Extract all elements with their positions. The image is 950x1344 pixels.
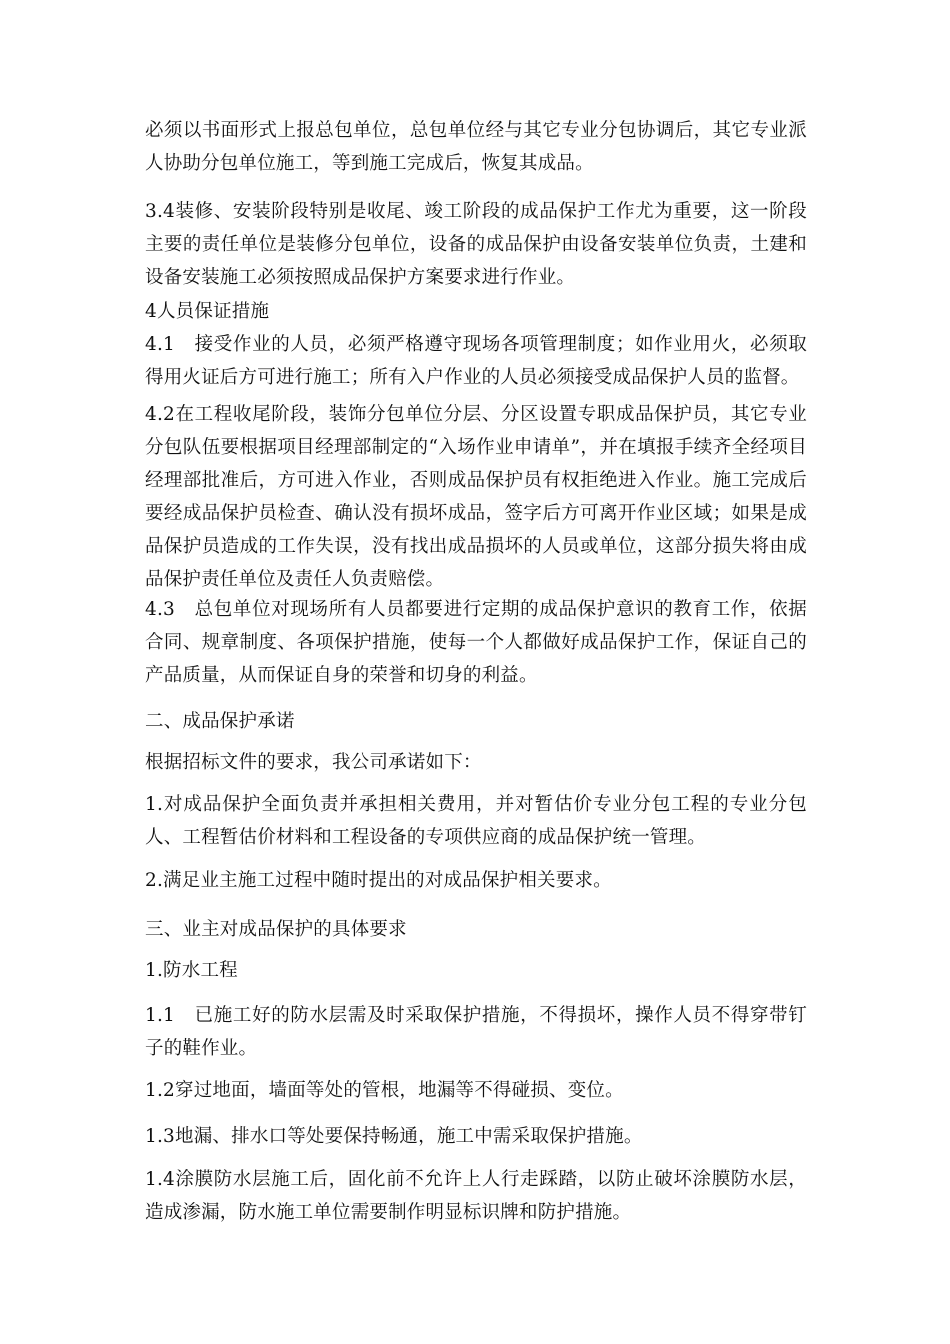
paragraph-3-4: 3.4装修、安装阶段特别是收尾、竣工阶段的成品保护工作尤为重要，这一阶段主要的责任单位是装修分包单位，设备的成品保护由设备安装单位负责，土建和设备安装施工必须按照成品保护方案要求进行作业。 — [145, 201, 807, 288]
paragraph-1-3: 1.3地漏、排水口等处要保持畅通，施工中需采取保护措施。 — [145, 1126, 643, 1147]
section-heading-4: 4人员保证措施 — [145, 301, 270, 322]
paragraph-1-2: 1.2穿过地面，墙面等处的管根，地漏等不得碰损、变位。 — [145, 1080, 624, 1101]
paragraph-1-4: 1.4涂膜防水层施工后，固化前不允许上人行走踩踏，以防止破坏涂膜防水层，造成渗漏，防水施工单位需要制作明显标识牌和防护措施。 — [145, 1169, 807, 1223]
paragraph-intro: 根据招标文件的要求，我公司承诺如下： — [145, 752, 482, 773]
paragraph-4-1: 4.1 接受作业的人员，必须严格遵守现场各项管理制度；如作业用火，必须取得用火证后方可进行施工；所有入户作业的人员必须接受成品保护人员的监督。 — [145, 334, 807, 388]
paragraph-promise-1: 1.对成品保护全面负责并承担相关费用，并对暂估价专业分包工程的专业分包人、工程暂估价材料和工程设备的专项供应商的成品保护统一管理。 — [145, 794, 807, 848]
paragraph-promise-2: 2.满足业主施工过程中随时提出的对成品保护相关要求。 — [145, 870, 612, 891]
section-heading-3: 三、业主对成品保护的具体要求 — [145, 919, 407, 940]
subheading-waterproofing: 1.防水工程 — [145, 960, 238, 981]
paragraph-4-3: 4.3 总包单位对现场所有人员都要进行定期的成品保护意识的教育工作，依据合同、规章制度、各项保护措施，使每一个人都做好成品保护工作，保证自己的产品质量，从而保证自身的荣誉和切身的利益。 — [145, 599, 807, 686]
paragraph-1-1: 1.1 已施工好的防水层需及时采取保护措施，不得损坏，操作人员不得穿带钉子的鞋作业。 — [145, 1005, 807, 1059]
paragraph-4-2: 4.2在工程收尾阶段，装饰分包单位分层、分区设置专职成品保护员，其它专业分包队伍要根据项目经理部制定的“入场作业申请单”，并在填报手续齐全经项目经理部批准后，方可进入作业，否则成品保护员有权拒绝进入作业。施工完成后要经成品保护员检查、确认没有损坏成品，签字后方可离开作业区域；如果是成品保护员造成的工作失误，没有找出成品损坏的人员或单位，这部分损失将由成品保护责任单位及责任人负责赔偿。 — [145, 404, 807, 590]
section-heading-2: 二、成品保护承诺 — [145, 711, 295, 732]
paragraph-continuation: 必须以书面形式上报总包单位，总包单位经与其它专业分包协调后，其它专业派人协助分包单位施工，等到施工完成后，恢复其成品。 — [145, 120, 807, 174]
